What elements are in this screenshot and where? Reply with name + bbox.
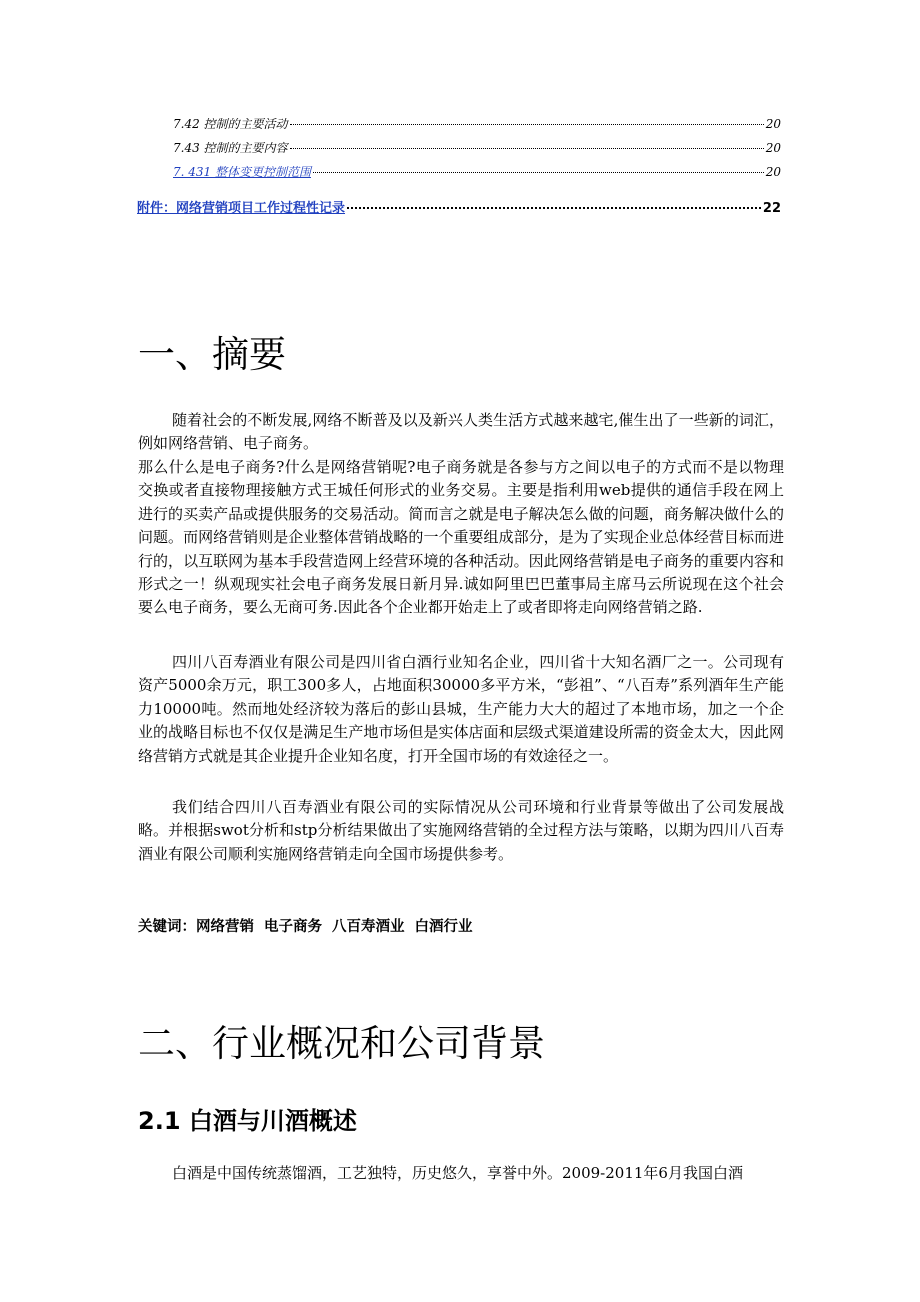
- abstract-paragraph-4: 我们结合四川八百寿酒业有限公司的实际情况从公司环境和行业背景等做出了公司发展战略。并根据swot分析和stp分析结果做出了实施网络营销的全过程方法与策略，以期为四川八百寿酒业有限公司顺利实施网络营销走向全国市场提供参考。: [138, 798, 784, 863]
- toc-leader-dots: [313, 172, 764, 173]
- toc-item-link[interactable]: 7. 431 整体变更控制范围: [173, 165, 311, 179]
- toc-item-page: 20: [765, 165, 781, 179]
- section-heading-abstract: 一、摘要: [138, 333, 286, 376]
- keywords-line: [138, 916, 483, 938]
- toc-item-page: 20: [765, 141, 781, 155]
- toc-appendix-link[interactable]: 附件：网络营销项目工作过程性记录: [137, 201, 346, 216]
- toc-item-appendix[interactable]: [137, 199, 781, 219]
- toc-item-7-42[interactable]: [173, 115, 781, 133]
- toc-item-label: 7.42 控制的主要活动: [173, 117, 288, 131]
- keyword: 网络营销: [196, 919, 254, 935]
- keyword: 白酒行业: [414, 919, 473, 935]
- section-heading-industry: 二、行业概况和公司背景: [138, 1022, 545, 1065]
- section2-paragraph-1: 白酒是中国传统蒸馏酒，工艺独特，历史悠久，享誉中外。2009-2011年6月我国白酒: [172, 1164, 743, 1182]
- toc-leader-dots: [290, 148, 764, 149]
- toc-item-page: 22: [762, 201, 781, 216]
- toc-item-page: 20: [765, 117, 781, 131]
- abstract-paragraph-3: 四川八百寿酒业有限公司是四川省白酒行业知名企业，四川省十大知名酒厂之一。公司现有资产5000余万元，职工300多人，占地面积30000多平方米，“彭祖”、“八百寿”系列酒年生产能力10000吨。然而地处经济较为落后的彭山县城，生产能力大大的超过了本地市场，加之一个企业的战略目标也不仅仅是满足生产地市场但是实体店面和层级式渠道建设所需的资金太大，因此网络营销方式就是其企业提升企业知名度，打开全国市场的有效途径之一。: [138, 653, 784, 765]
- toc-leader-dots: [347, 207, 761, 209]
- toc-item-label: 7.43 控制的主要内容: [173, 141, 288, 155]
- toc-item-7-43[interactable]: [173, 139, 781, 157]
- abstract-paragraph-2: 那么什么是电子商务?什么是网络营销呢?电子商务就是各参与方之间以电子的方式而不是以物理交换或者直接物理接触方式王城任何形式的业务交易。主要是指利用web提供的通信手段在网上进行的买卖产品或提供服务的交易活动。简而言之就是电子解决怎么做的问题，商务解决做什么的问题。而网络营销则是企业整体营销战略的一个重要组成部分，是为了实现企业总体经营目标而进行的，以互联网为基本手段营造网上经营环境的各种活动。因此网络营销是电子商务的重要内容和形式之一！纵观现实社会电子商务发展日新月异.诚如阿里巴巴董事局主席马云所说现在这个社会要么电子商务，要么无商可务.因此各个企业都开始走上了或者即将走向网络营销之路.: [138, 458, 784, 617]
- keywords-label: 关键词：: [138, 919, 196, 935]
- toc-item-7-431[interactable]: [173, 163, 781, 181]
- toc-leader-dots: [290, 124, 764, 125]
- subsection-heading-2-1: 2.1 白酒与川酒概述: [138, 1107, 357, 1135]
- keyword: 电子商务: [264, 919, 322, 935]
- keyword: 八百寿酒业: [332, 919, 405, 935]
- abstract-paragraph-1: 随着社会的不断发展,网络不断普及以及新兴人类生活方式越来越宅,催生出了一些新的词汇，例如网络营销、电子商务。: [138, 411, 784, 453]
